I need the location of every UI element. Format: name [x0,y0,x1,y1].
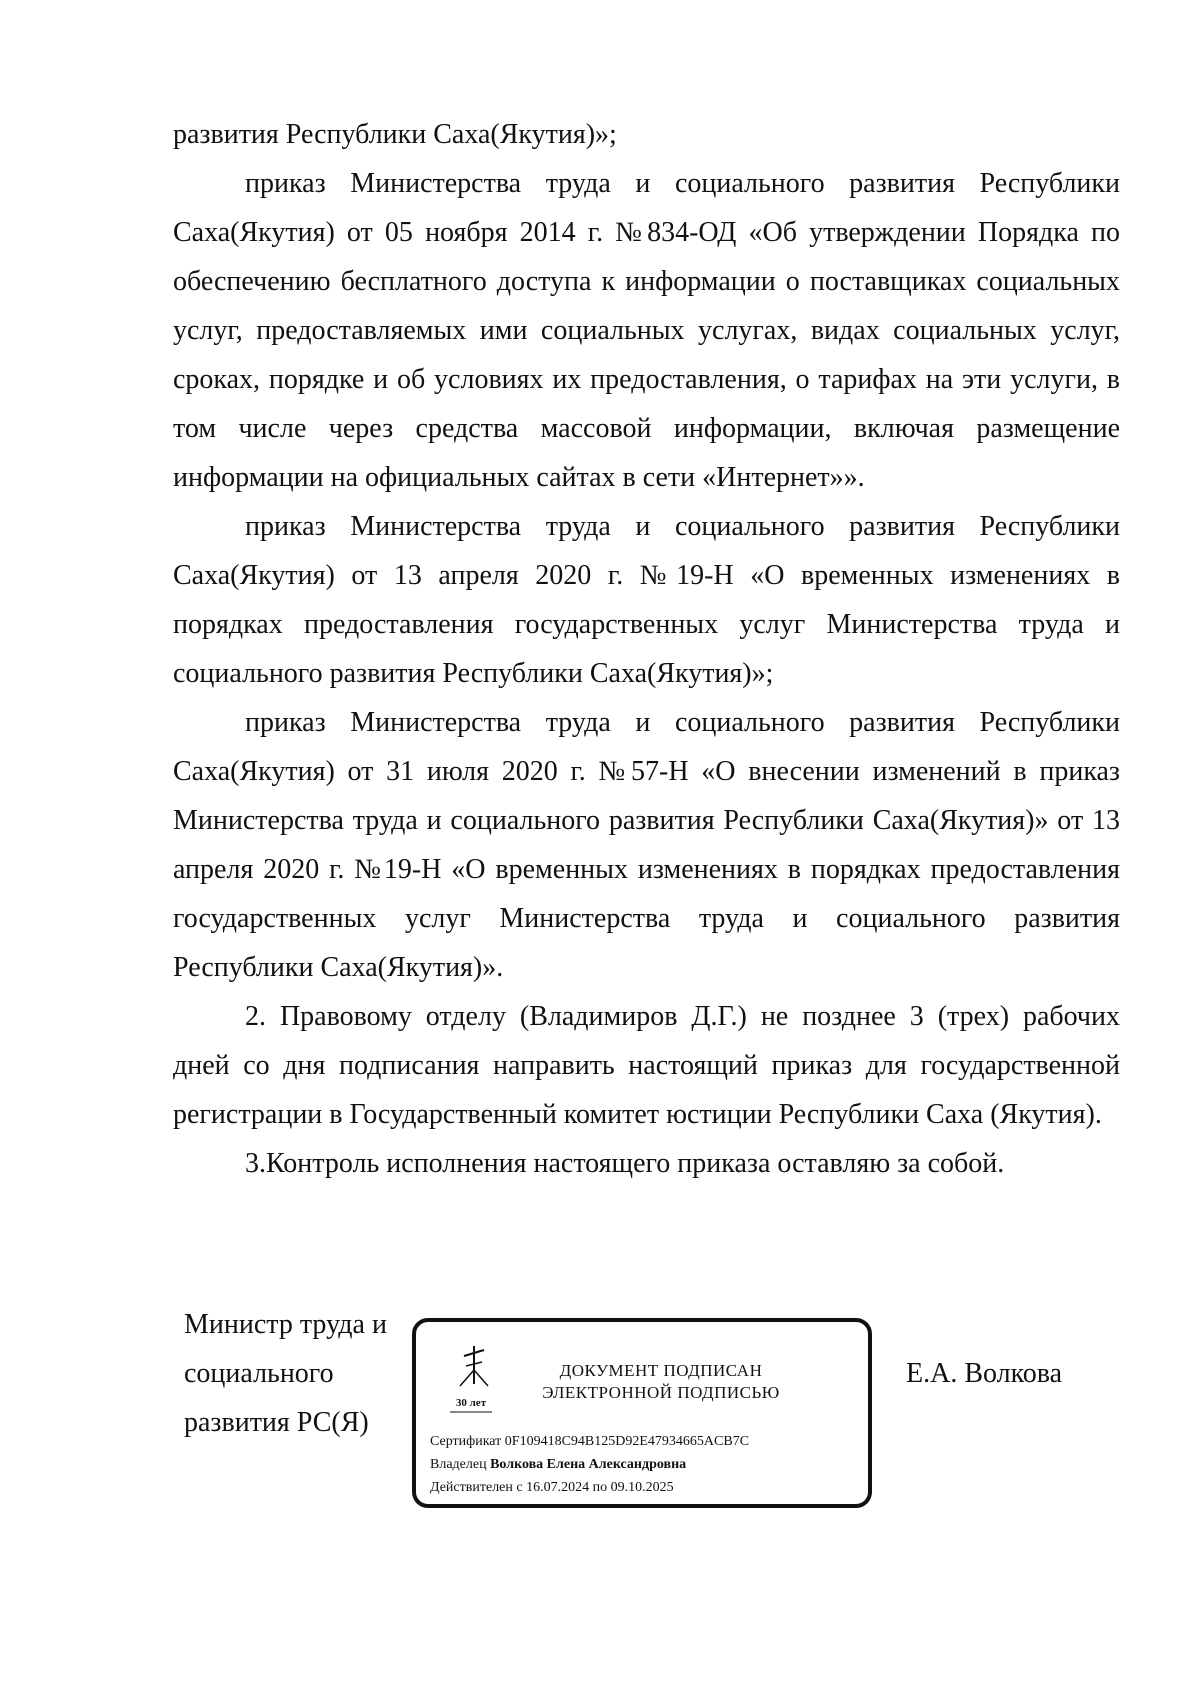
emblem-icon [446,1340,496,1420]
owner-label: Владелец [430,1457,487,1472]
stamp-title [516,1360,806,1404]
position-line: социального [184,1358,334,1389]
stamp-title-line1: ДОКУМЕНТ ПОДПИСАН [559,1361,763,1380]
emblem-label: 30 лет [455,1397,487,1409]
stamp-details [430,1430,749,1499]
paragraph-order-57: приказ Министерства труда и социального развития Республики Саха(Якутия) от 31 июля 2020 г. №57-Н «О внесении изменений в приказ Министерства труда и социального развития Республики Саха(Якутия)» от 13 апреля 2020 г. №19-Н «О временных изменениях в порядках предоставления государственных услуг Министерства труда и социального развития Республики Саха(Якутия)». [173,707,1120,983]
valid-from: 16.07.2024 [526,1480,590,1495]
certificate-value: 0F109418C94B125D92E47934665ACB7C [504,1434,750,1449]
paragraph-item-2: 2. Правовому отделу (Владимиров Д.Г.) не позднее 3 (трех) рабочих дней со дня подписания направить настоящий приказ для государственной регистрации в Государственный комитет юстиции Республики Саха (Якутия). [173,1001,1120,1130]
signatory-name: Е.А. Волкова [906,1358,1063,1389]
paragraph-order-19: приказ Министерства труда и социального развития Республики Саха(Якутия) от 13 апреля 2020 г. №19-Н «О временных изменениях в порядках предоставления государственных услуг Министерства труда и социального развития Республики Саха(Якутия)»; [173,511,1120,689]
owner-value: Волкова Елена Александровна [490,1457,687,1472]
certificate-label: Сертификат [430,1434,502,1449]
paragraph-continuation: развития Республики Саха(Якутия)»; [173,119,617,150]
valid-to: 09.10.2025 [610,1480,674,1495]
electronic-signature-stamp [412,1318,872,1508]
position-line: развития РС(Я) [184,1407,369,1438]
stamp-title-line2: ЭЛЕКТРОННОЙ ПОДПИСЬЮ [542,1383,780,1402]
paragraph-order-834: приказ Министерства труда и социального развития Республики Саха(Якутия) от 05 ноября 2014 г. №834-ОД «Об утверждении Порядка по обеспечению бесплатного доступа к информации о поставщиках социальных услуг, предоставляемых ими социальных услугах, видах социальных услуг, сроках, порядке и об условиях их предоставления, о тарифах на эти услуги, в том числе через средства массовой информации, включая размещение информации на официальных сайтах в сети «Интернет»». [173,168,1120,493]
position-line: Министр труда и [184,1309,387,1340]
valid-to-prefix: по [592,1480,608,1495]
valid-label: Действителен [430,1480,513,1495]
validity-line [430,1476,749,1499]
valid-from-prefix: с [516,1480,523,1495]
paragraph-item-3: 3.Контроль исполнения настоящего приказа оставляю за собой. [245,1148,1005,1179]
document-body [173,110,1120,1188]
certificate-line [430,1430,749,1453]
owner-line [430,1453,749,1476]
signatory-position [184,1300,387,1447]
